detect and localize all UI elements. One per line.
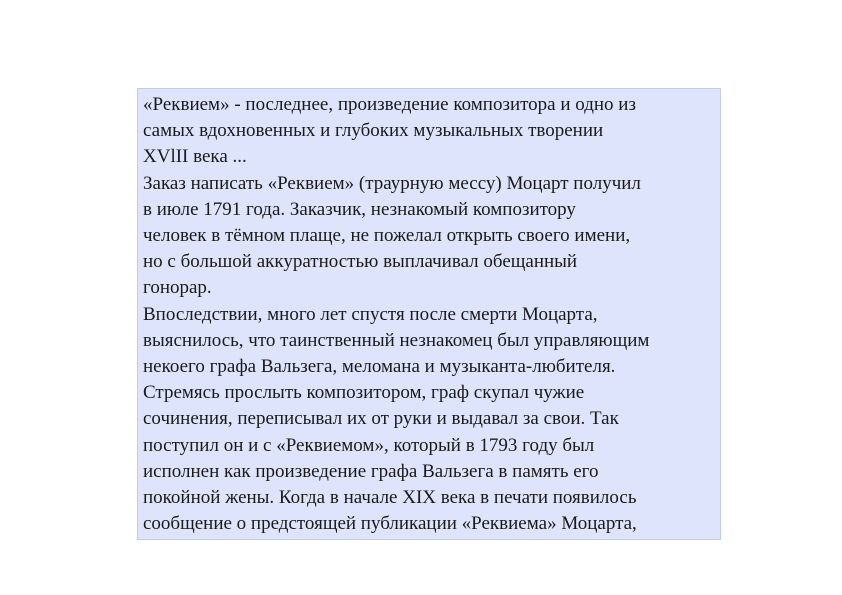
text-line: «Реквием» - последнее, произведение композитора и одно из bbox=[143, 94, 636, 115]
text-line: Впоследствии, много лет спустя после смерти Моцарта, bbox=[143, 303, 598, 325]
text-block bbox=[137, 88, 721, 540]
text-line: сообщение о предстоящей публикации «Реквиема» Моцарта, bbox=[143, 513, 637, 535]
text-line: покойной жены. Когда в начале XIX века в печати появилось bbox=[143, 487, 637, 509]
text-line: сочинения, переписывал их от руки и выдавал за свои. Так bbox=[143, 408, 619, 430]
text-line: Стремясь прослыть композитором, граф скупал чужие bbox=[143, 382, 585, 404]
text-line: XVlII века ... bbox=[143, 146, 247, 168]
text-line: самых вдохновенных и глубоких музыкальных творении bbox=[143, 120, 604, 142]
text-line: Заказ написать «Реквием» (траурную мессу) Моцарт получил bbox=[143, 172, 641, 194]
text-line: гонорар. bbox=[143, 277, 212, 299]
text-line: исполнен как произведение графа Вальзега в память его bbox=[143, 460, 599, 482]
text-line: поступил он и с «Реквиемом», который в 1793 году был bbox=[143, 434, 595, 456]
text-line: в июле 1791 года. Заказчик, незнакомый композитору bbox=[143, 198, 576, 220]
text-line: выяснилось, что таинственный незнакомец был управляющим bbox=[143, 329, 650, 351]
text-line: но с большой аккуратностью выплачивал обещанный bbox=[143, 251, 578, 273]
text-line: некоего графа Вальзега, меломана и музыканта-любителя. bbox=[143, 356, 616, 378]
text-line: человек в тёмном плаще, не пожелал открыть своего имени, bbox=[143, 225, 631, 247]
